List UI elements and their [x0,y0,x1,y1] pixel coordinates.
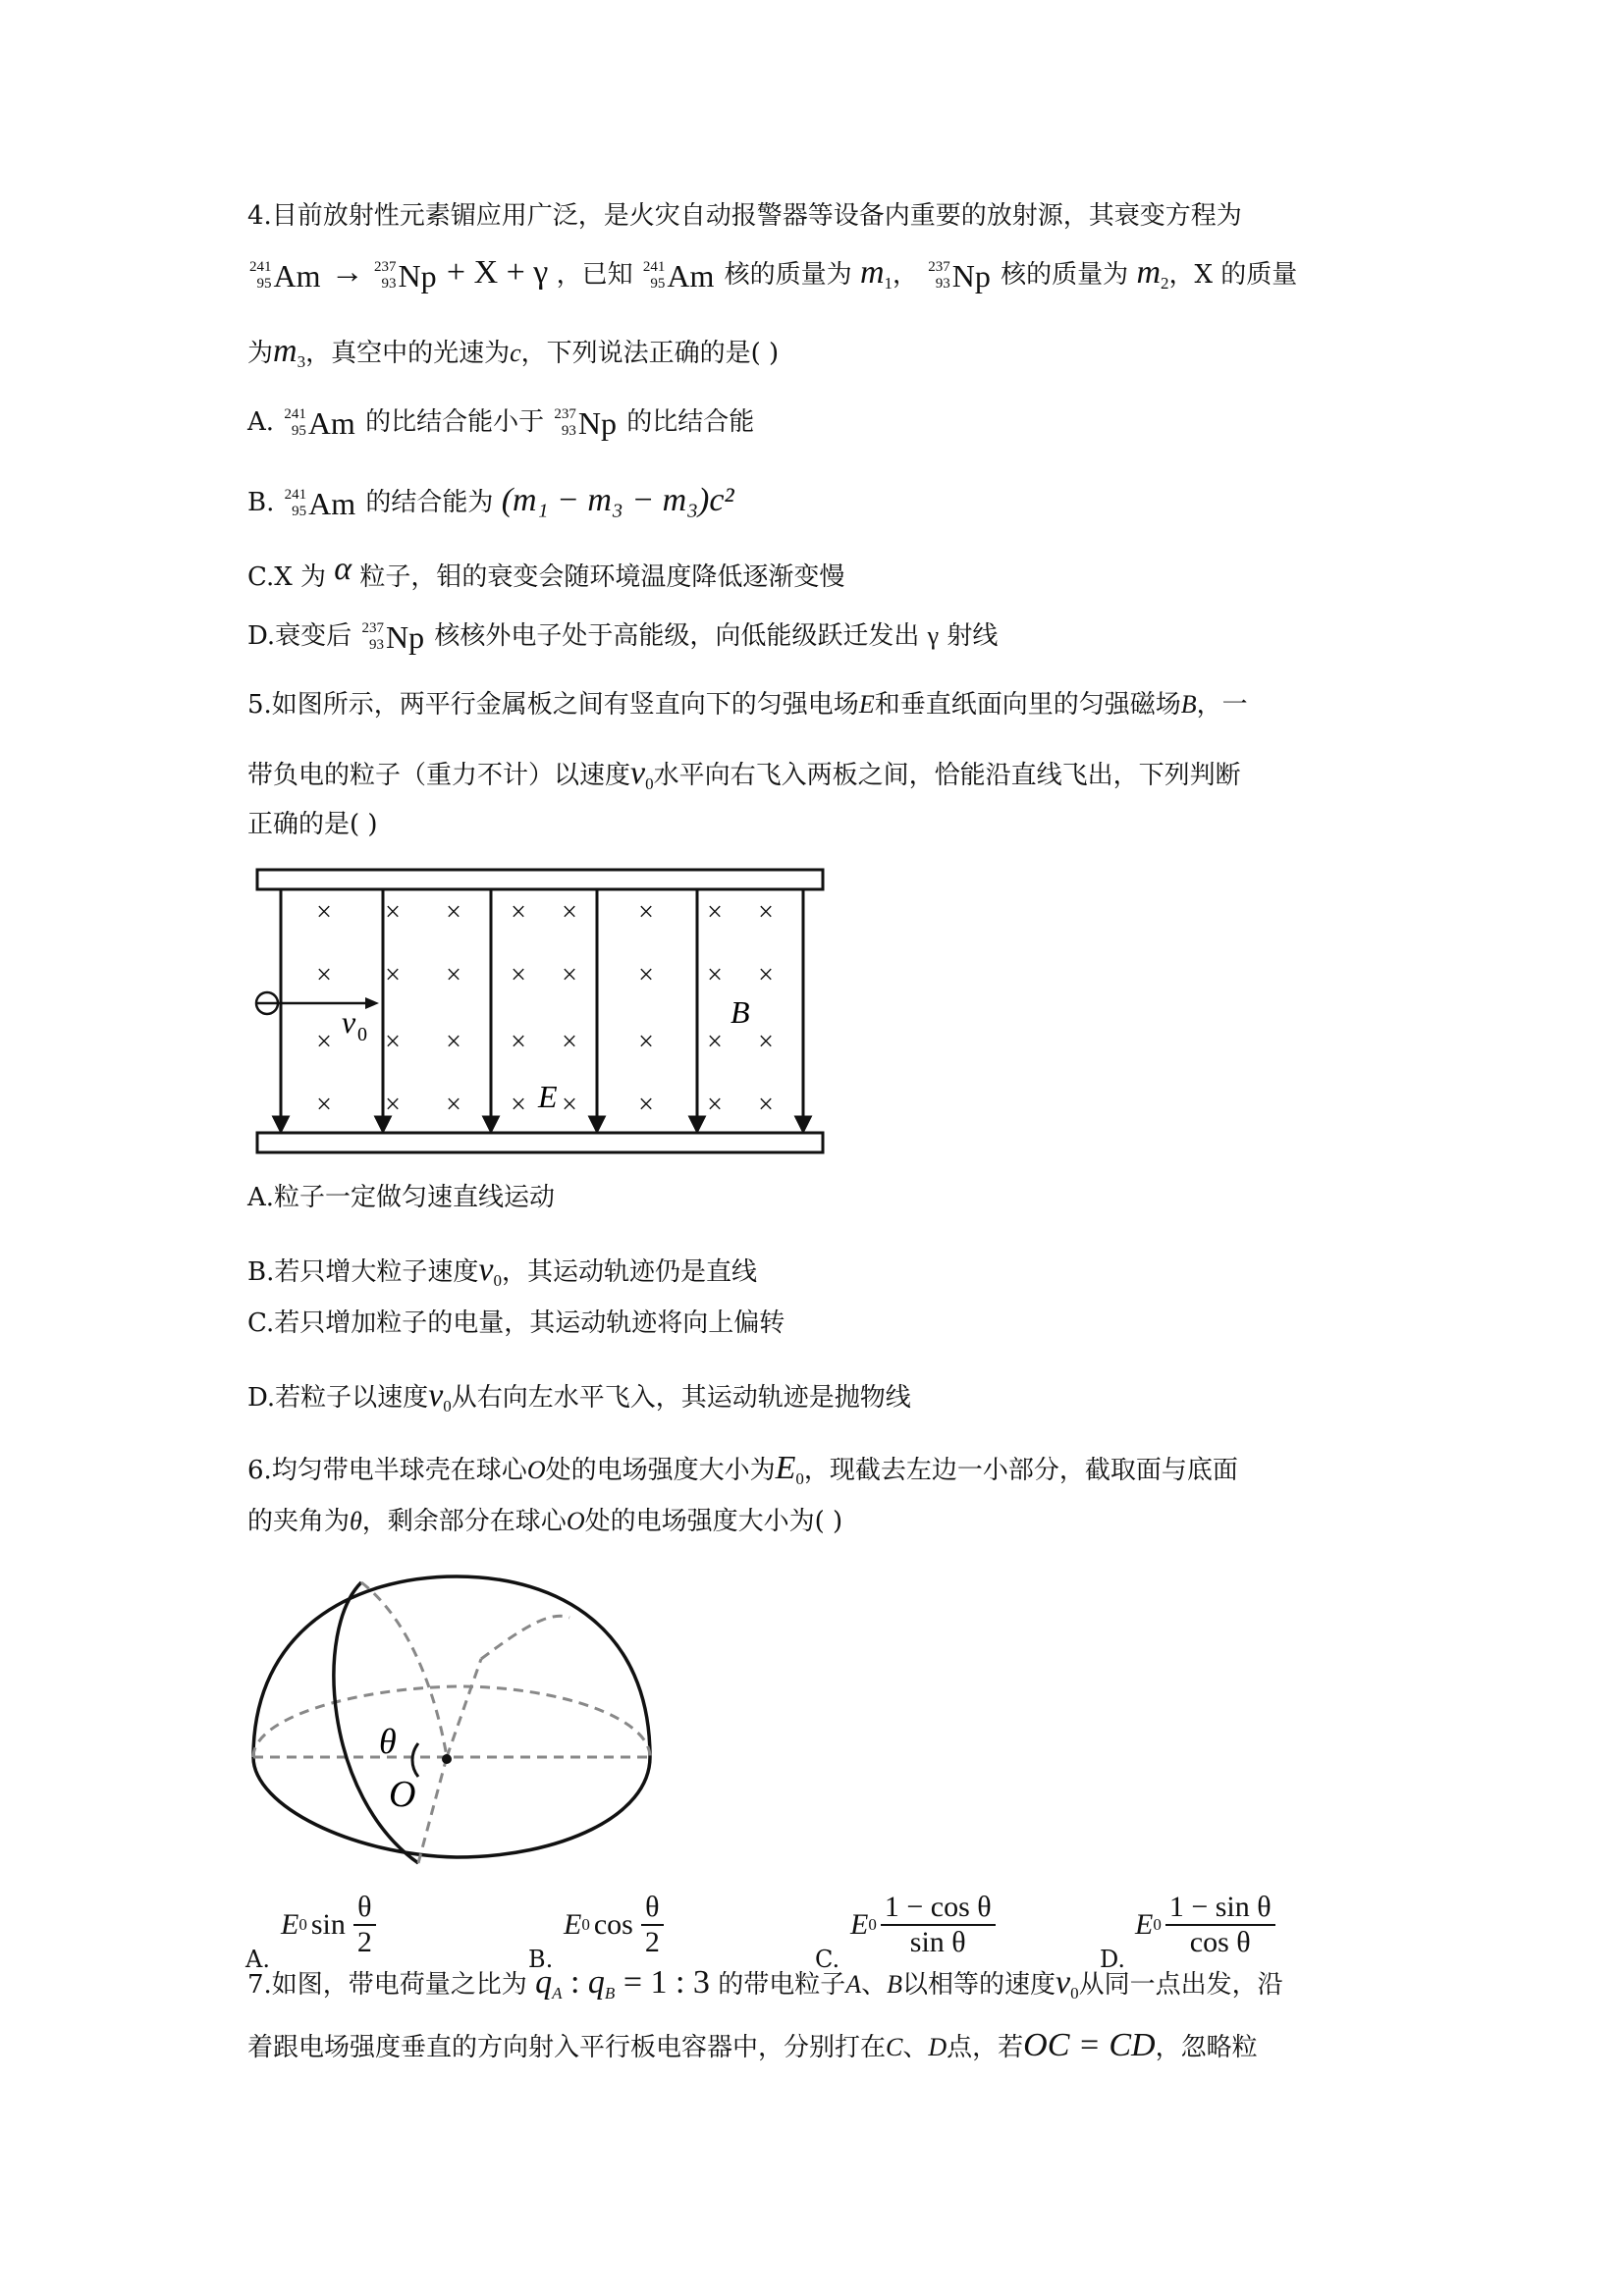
svg-text:×: × [758,1027,774,1057]
q6-option-d-label[interactable]: D. [1100,1946,1126,1973]
denominator: 2 [356,1926,372,1958]
denominator: 2 [644,1926,660,1958]
svg-text:0: 0 [357,1024,367,1045]
theta-label: θ [379,1722,397,1761]
denominator: cos θ [1189,1926,1251,1958]
q5-option-b[interactable]: B.若只增大粒子速度$v_0$，其运动轨迹仍是直线 [247,1252,757,1291]
q5-option-c[interactable]: C.若只增加粒子的电量，其运动轨迹将向上偏转 [247,1308,785,1338]
svg-text:×: × [638,1027,654,1057]
q6-stem-line2: 的夹角为θ，剩余部分在球心O处的电场强度大小为( ) [247,1507,843,1536]
svg-text:×: × [385,1090,401,1120]
nuclide-am: 241 95 Am [249,258,321,294]
fraction [353,1891,376,1959]
numerator: 1 − cos θ [881,1891,996,1926]
svg-text:×: × [707,1090,723,1120]
svg-text:×: × [562,897,577,928]
b-field-label: B [731,994,750,1030]
svg-text:×: × [316,960,332,990]
svg-text:×: × [638,897,654,928]
e-field-label: E [538,1079,558,1114]
velocity-label: v [342,1004,356,1040]
svg-text:×: × [316,1090,332,1120]
trig-function: sin [310,1908,346,1941]
svg-text:×: × [562,1090,577,1120]
cut-plane [334,1582,418,1863]
q4-stem-line3: 为$m_3$，真空中的光速为c，下列说法正确的是( ) [247,333,780,372]
q5-stem-line3: 正确的是( ) [247,810,378,839]
denominator: sin θ [909,1926,966,1958]
q6-option-a-expr[interactable]: E 0 sin $\frac{\theta}{2}$ [281,1891,380,1959]
q5-figure [245,864,835,1158]
q4-option-c[interactable]: C.X 为 α 粒子，钼的衰变会随环境温度降低逐渐变慢 [247,551,845,592]
e0-symbol: E [281,1908,299,1941]
base-ellipse-front [253,1757,650,1857]
q4-option-d[interactable]: D.衰变后 237 93 Np 核核外电子处于高能级，向低能级跃迁发出 γ 射线 [247,619,999,655]
cut-plane-back [361,1582,447,1757]
fraction [1165,1891,1275,1959]
svg-text:×: × [511,1027,526,1057]
svg-text:×: × [562,960,577,990]
svg-text:×: × [446,1090,461,1120]
center-point [442,1754,452,1764]
trig-function: cos [593,1908,633,1941]
q6-option-c-label[interactable]: C. [815,1946,840,1973]
svg-text:×: × [385,960,401,990]
fraction [881,1891,996,1959]
bottom-plate [257,1133,823,1152]
q6-figure [245,1571,668,1875]
svg-text:×: × [511,897,526,928]
svg-text:×: × [446,897,461,928]
hemisphere-dome [253,1576,650,1757]
svg-text:×: × [562,1027,577,1057]
q6-option-b-expr[interactable]: E 0 cos $\frac{\theta}{2}$ [564,1891,668,1959]
svg-text:×: × [758,897,774,928]
svg-text:×: × [316,1027,332,1057]
binding-energy-expr: (m₁ − m₃ − m₃)c² [501,482,734,518]
base-ellipse-back [253,1686,650,1757]
q5-stem-line2: 带负电的粒子（重力不计）以速度$v_0$水平向右飞入两板之间，恰能沿直线飞出，下列判断 [247,755,1241,794]
svg-text:×: × [511,960,526,990]
q5-option-d[interactable]: D.若粒子以速度$v_0$从右向左水平飞入，其运动轨迹是抛物线 [247,1377,911,1416]
fraction [641,1891,664,1959]
q6-option-b-label[interactable]: B. [528,1946,554,1973]
svg-text:×: × [758,1090,774,1120]
e0-symbol: E [564,1908,582,1941]
q5-option-a[interactable]: A.粒子一定做匀速直线运动 [247,1183,556,1212]
svg-text:×: × [707,960,723,990]
svg-text:×: × [385,897,401,928]
nuclide-np: 237 93 Np [928,258,991,294]
top-plate [257,870,823,889]
q4-option-b[interactable]: B. 241 95 Am 的结合能为 (m₁ − m₃ − m₃)c² [247,482,734,521]
q4-stem-line1: 4.目前放射性元素镅应用广泛，是火灾自动报警器等设备内重要的放射源，其衰变方程为 [247,201,1242,231]
numerator: θ [641,1891,663,1926]
svg-text:×: × [638,960,654,990]
q4-stem-line2: 241 95 Am → 237 93 Np + X + γ ，已知 241 95 Am 核的质量为 $m_1$， 237 93 Np 核的质量为 $m_2$，X 的质量 [249,254,1298,294]
numerator: 1 − sin θ [1165,1891,1275,1926]
q4-option-a[interactable]: A. 241 95 Am 的比结合能小于 237 93 Np 的比结合能 [247,405,755,441]
e0-symbol: E [850,1908,869,1941]
nuclide-np: 237 93 Np [374,258,437,294]
center-label: O [389,1774,416,1815]
svg-text:×: × [511,1090,526,1120]
q5-stem-line1: 5.如图所示，两平行金属板之间有竖直向下的匀强电场E和垂直纸面向里的匀强磁场B，一 [247,690,1248,720]
svg-text:×: × [446,960,461,990]
angle-arc [412,1743,418,1777]
numerator: θ [353,1891,375,1926]
q6-option-d-expr[interactable]: E 0 $\frac{\text{1 − sin θ}}{\text{cos θ}}$ [1135,1891,1279,1959]
q7-stem-line1: 7.如图，带电荷量之比为 $q_A$ : $q_B = 1$ : 3 的带电粒子A、B以相等的速度$v_0$从同一点出发，沿 [247,1964,1283,2003]
q6-stem-line1: 6.均匀带电半球壳在球心O处的电场强度大小为$E_0$，现截去左边一小部分，截取面与底面 [247,1450,1238,1489]
e0-symbol: E [1135,1908,1154,1941]
svg-text:×: × [758,960,774,990]
svg-text:×: × [707,1027,723,1057]
q6-option-a-label[interactable]: A. [245,1946,270,1973]
svg-text:×: × [446,1027,461,1057]
svg-text:×: × [385,1027,401,1057]
svg-text:×: × [707,897,723,928]
q7-stem-line2: 着跟电场强度垂直的方向射入平行板电容器中，分别打在C、D点，若OC = CD，忽略粒 [247,2027,1258,2063]
svg-text:×: × [638,1090,654,1120]
svg-text:×: × [316,897,332,928]
nuclide-am: 241 95 Am [642,258,715,294]
q6-option-c-expr[interactable]: E 0 $\frac{\text{1 − cos θ}}{\text{sin θ}}$ [850,1891,1000,1959]
